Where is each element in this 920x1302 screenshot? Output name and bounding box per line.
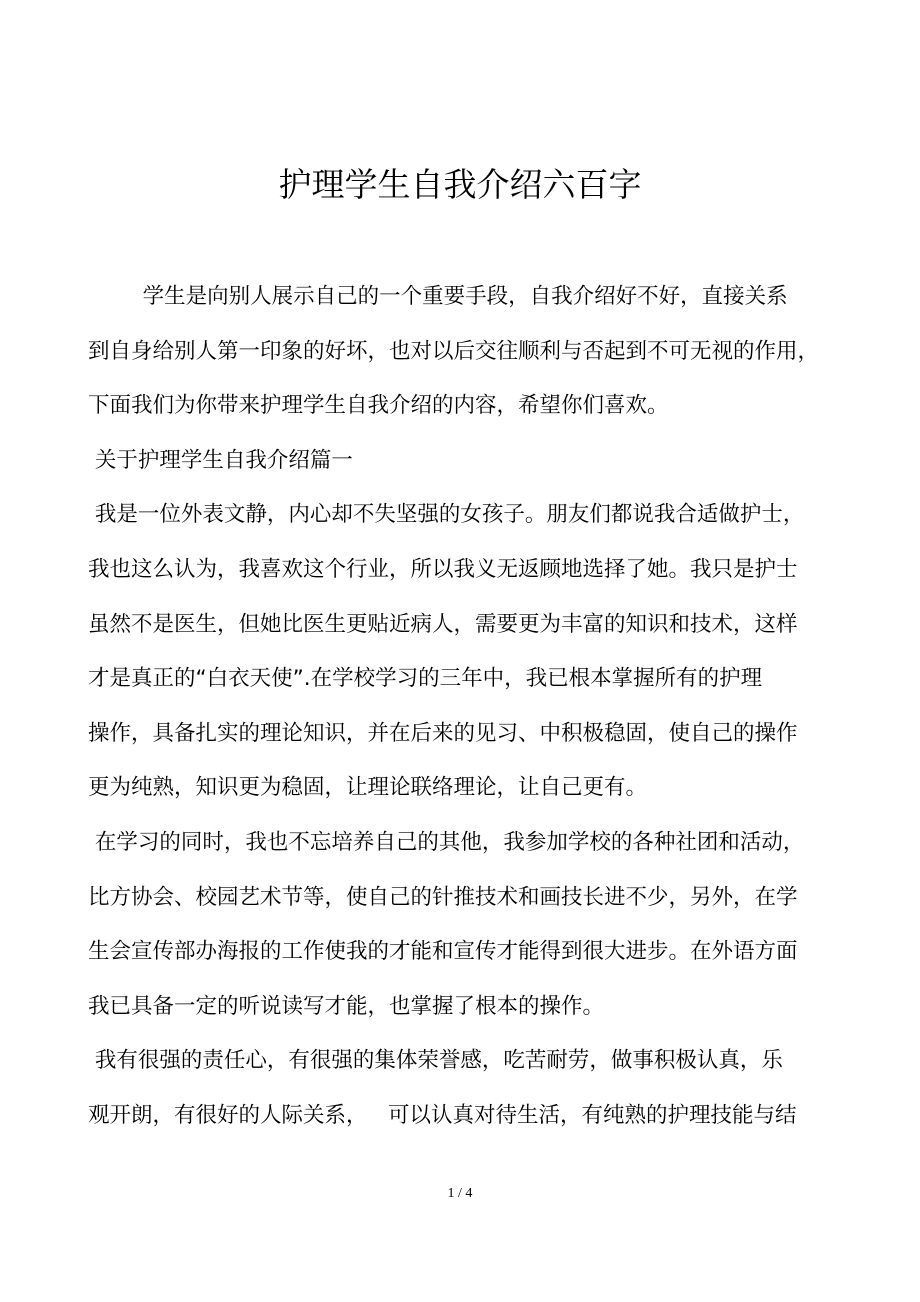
- text-line: 我是一位外表文静，内心却不失坚强的女孩子。朋友们都说我合适做护士，: [88, 502, 805, 528]
- text-line: 在学习的同时，我也不忘培养自己的其他，我参加学校的各种社团和活动，: [88, 829, 805, 855]
- page-title: 护理学生自我介绍六百字: [278, 165, 642, 204]
- text-line: 虽然不是医生，但她比医生更贴近病人，需要更为丰富的知识和技术，这样: [88, 611, 798, 637]
- text-line: 更为纯熟，知识更为稳固，让理论联络理论，让自己更有。: [88, 775, 648, 801]
- text-line: 比方协会、校园艺术节等，使自己的针推技术和画技长进不少，另外，在学: [88, 884, 798, 910]
- text-line: 操作，具备扎实的理论知识，并在后来的见习、中积极稳固，使自己的操作: [88, 720, 798, 746]
- text-line: 观开朗，有很好的人际关系， 可以认真对待生活，有纯熟的护理技能与结: [88, 1102, 797, 1128]
- text-line: 才是真正的“白衣天使”.在学校学习的三年中，我已根本掌握所有的护理: [88, 666, 763, 692]
- document-body: [88, 270, 828, 1144]
- section-heading: 关于护理学生自我介绍篇一: [88, 447, 353, 473]
- text-line: 生会宣传部办海报的工作使我的才能和宣传才能得到很大进步。在外语方面: [88, 939, 798, 965]
- text-line: 学生是向别人展示自己的一个重要手段，自我介绍好不好，直接关系: [88, 284, 788, 309]
- text-line: 下面我们为你带来护理学生自我介绍的内容，希望你们喜欢。: [88, 393, 669, 419]
- text-line: 到自身给别人第一印象的好坏，也对以后交往顺利与否起到不可无视的作用，: [88, 338, 820, 364]
- text-line: 我也这么认为，我喜欢这个行业，所以我义无返顾地选择了她。我只是护士: [88, 556, 798, 582]
- page-number: 1 / 4: [447, 1186, 473, 1201]
- text-line: 我有很强的责任心，有很强的集体荣誉感，吃苦耐劳，做事积极认真，乐: [88, 1048, 783, 1074]
- text-line: 我已具备一定的听说读写才能，也掌握了根本的操作。: [88, 993, 605, 1019]
